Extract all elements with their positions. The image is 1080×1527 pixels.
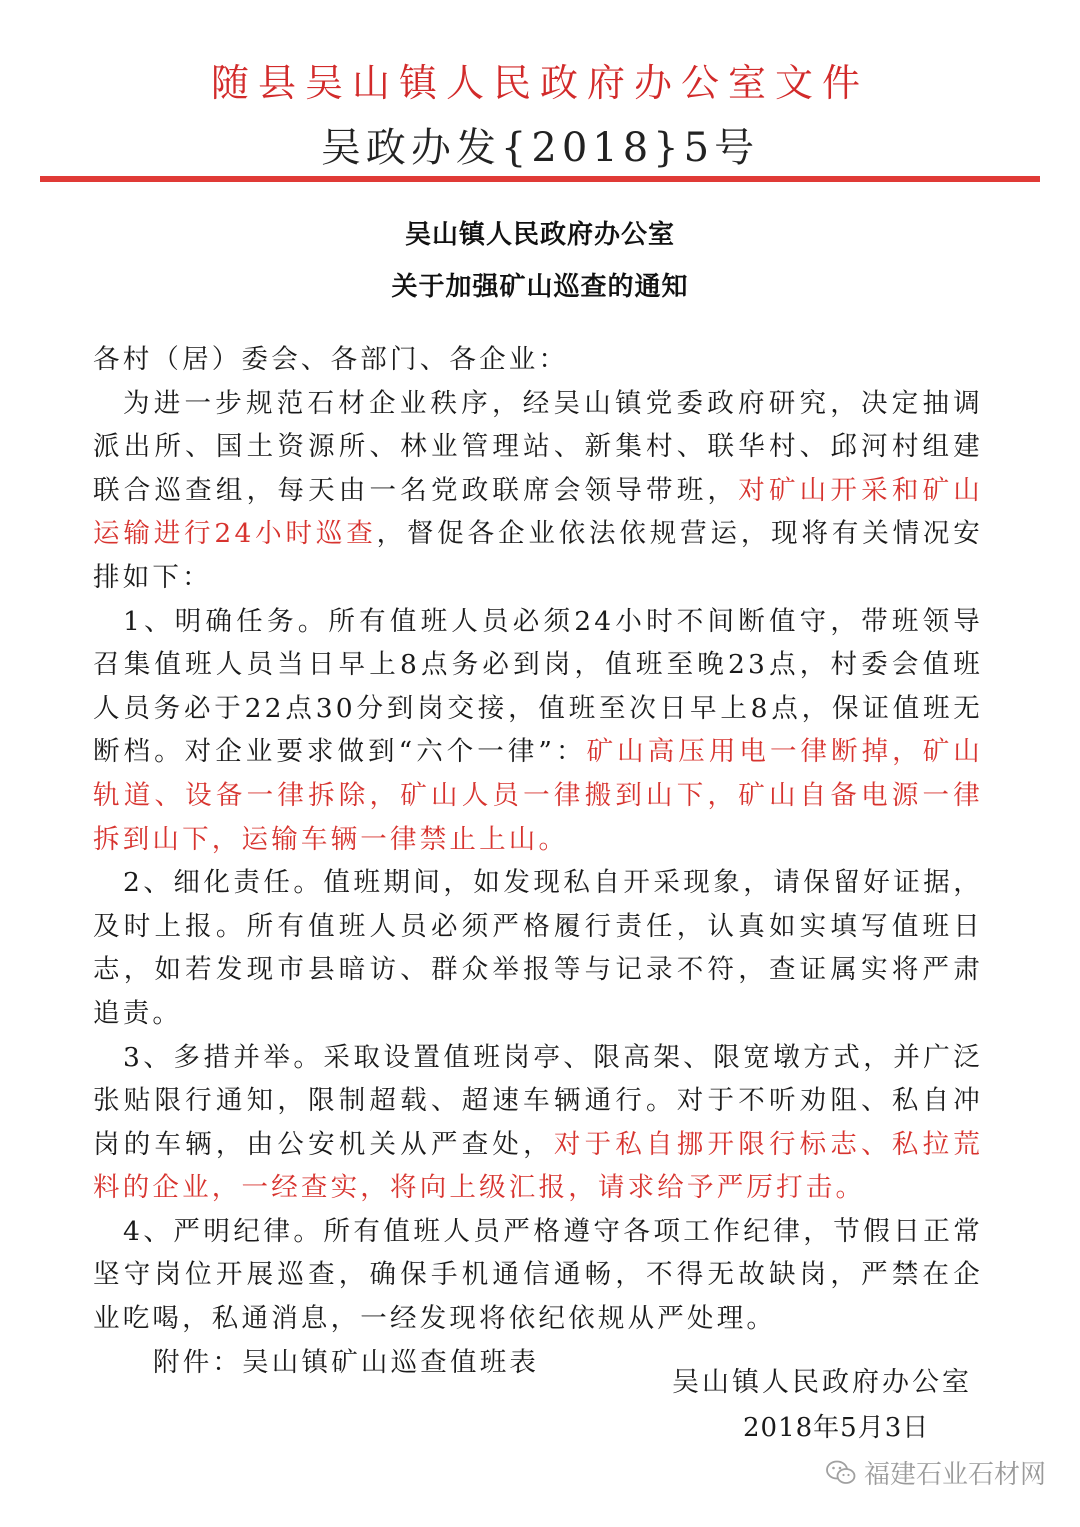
signature-date: 2018年5月3日 xyxy=(743,1413,930,1443)
watermark-text: 福建石业石材网 xyxy=(864,1460,1047,1490)
intro-text-a: 为进一步规范石材企业秩序，经吴山镇党委政府研究，决定抽调派出所、国土资源所、林业管理站、新集村、联华村、邱河村组建联合巡查组，每天由一名党政联席会领导带班， xyxy=(93,387,983,506)
title-line-1: 吴山镇人民政府办公室 xyxy=(404,220,675,250)
item-3-highlight: 对于私自挪开限行标志、私拉荒料的企业，一经查实，将向上级汇报，请求给予严厉打击。 xyxy=(93,1128,983,1204)
wechat-icon xyxy=(826,1460,856,1486)
red-divider xyxy=(40,176,1040,182)
issuer-heading: 随县吴山镇人民政府办公室文件 xyxy=(210,61,869,105)
attachment-line: 附件：吴山镇矿山巡查值班表 xyxy=(153,1346,540,1378)
intro-highlight: 对矿山开采和矿山运输进行24小时巡查 xyxy=(93,474,983,550)
item-1-highlight: 矿山高压用电一律断掉，矿山轨道、设备一律拆除，矿山人员一律搬到山下，矿山自备电源一律拆到山下，运输车辆一律禁止上山。 xyxy=(93,736,983,855)
item-2-paragraph: 2、细化责任。值班期间，如发现私自开采现象，请保留好证据，及时上报。所有值班人员必须严格履行责任，认真如实填写值班日志，如若发现市县暗访、群众举报等与记录不符，查证属实将严肃追责。 xyxy=(93,867,983,1029)
signature-org: 吴山镇人民政府办公室 xyxy=(672,1367,972,1398)
item-1-text: 1、明确任务。所有值班人员必须24小时不间断值守，带班领导召集值班人员当日早上8点务必到岗，值班至晚23点，村委会值班人员务必于22点30分到岗交接，值班至次日早上8点，保证值班无断档。对企业要求做到“六个一律”： xyxy=(93,605,983,768)
intro-text-b: ，督促各企业依法依规营运，现将有关情况安排如下： xyxy=(93,518,983,593)
item-3-paragraph xyxy=(93,1036,983,1210)
title-line-2: 关于加强矿山巡查的通知 xyxy=(391,272,689,302)
watermark xyxy=(826,1454,1046,1491)
item-3-text: 3、多措并举。采取设置值班岗亭、限高架、限宽墩方式，并广泛张贴限行通知，限制超载、超速车辆通行。对于不听劝阻、私自冲岗的车辆，由公安机关从严查处， xyxy=(93,1041,983,1160)
salutation: 各村（居）委会、各部门、各企业： xyxy=(93,344,569,375)
item-1-paragraph xyxy=(93,600,983,862)
notice-body xyxy=(93,338,983,1384)
document-number: 吴政办发{2018}5号 xyxy=(320,125,760,171)
item-4-paragraph: 4、严明纪律。所有值班人员严格遵守各项工作纪律，节假日正常坚守岗位开展巡查，确保手机通信通畅，不得无故缺岗，严禁在企业吃喝，私通消息，一经发现将依纪依规从严处理。 xyxy=(93,1215,983,1335)
intro-paragraph xyxy=(93,382,983,600)
